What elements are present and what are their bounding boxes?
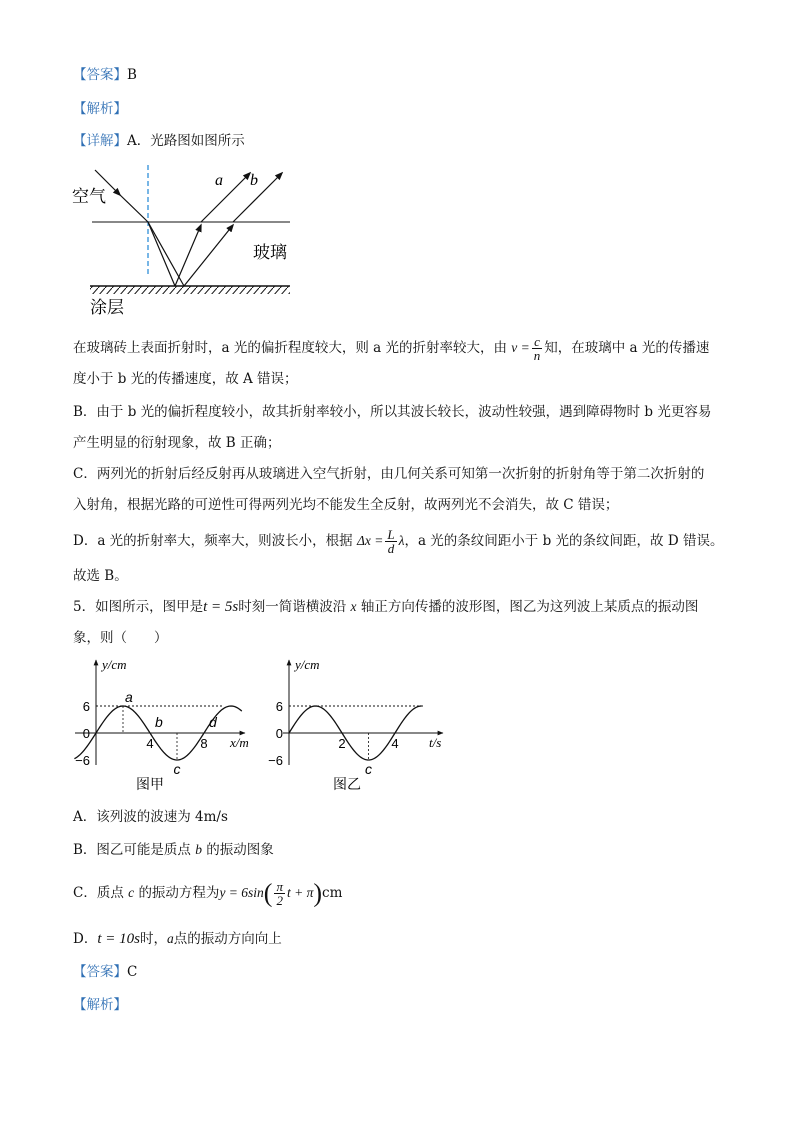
reflected-ray-a (175, 225, 201, 286)
yi-ytick-label: 6 (275, 699, 283, 714)
option-d-mid: 时， (139, 931, 167, 947)
para-a-line1 (73, 333, 709, 363)
para-c-line2: 入射角，根据光路的可逆性可得两列光均不能发生全反射，故两列光不会消失，故 C 错误； (73, 497, 619, 513)
jia-xlabel: x/m (230, 735, 249, 750)
option-d-var: a (166, 931, 174, 946)
formula-v-lhs: v = (511, 340, 530, 355)
detail-line (73, 132, 245, 150)
frac-num-l: L (387, 527, 395, 542)
option-c-paren-open: ( (263, 878, 273, 908)
yi-point-label-c: c (365, 761, 372, 777)
yi-ylabel: y/cm (295, 657, 320, 672)
formula-dx-lhs: Δx = (356, 533, 384, 548)
yi-xtick-label: 2 (338, 736, 346, 751)
jia-ylabel: y/cm (102, 657, 127, 672)
frac-den-n: n (533, 348, 541, 363)
answer-value-2: C (127, 964, 138, 980)
analysis-line-1 (73, 100, 127, 118)
para-c-line1: C．两列光的折射后经反射再从玻璃进入空气折射，由几何关系可知第一次折射的折射角等于第二次折射的 (73, 466, 705, 482)
option-b-post: 的振动图象 (206, 842, 274, 858)
q5-text-a: 5．如图所示，图甲是 (73, 599, 204, 615)
label-ray-a: a (215, 172, 223, 189)
frac-num-c: c (532, 335, 543, 349)
detail-label: 【详解】 (73, 133, 127, 149)
jia-ytick-label: −6 (75, 753, 90, 768)
para-b-line1: B．由于 b 光的偏折程度较小，故其折射率较小，所以其波长较长，波动性较强，遇到障碍物时 b 光更容易 (73, 404, 712, 420)
option-c (73, 876, 342, 910)
option-c-pre: C．质点 (73, 885, 124, 901)
para-d-line (73, 526, 723, 556)
q5-text-b: 时刻一简谐横波沿 (238, 599, 347, 615)
answer-value: B (127, 67, 137, 83)
option-b-var: b (195, 842, 202, 857)
option-d (73, 930, 282, 948)
yi-ytick-label: −6 (268, 753, 283, 768)
graph-yi (263, 655, 463, 795)
label-glass: 玻璃 (253, 243, 287, 262)
q5-line1 (73, 598, 698, 616)
formula-l-over-d (385, 528, 396, 555)
jia-ytick-label: 6 (82, 699, 90, 714)
jia-point-label-c: c (173, 761, 181, 777)
refracted-ray-a (148, 222, 175, 286)
jia-point-label-b: b (155, 714, 163, 730)
para-a-text2: 知，在玻璃中 a 光的传播速 (544, 340, 710, 356)
formula-lambda: λ (398, 533, 405, 548)
option-d-pre: D． (73, 931, 98, 947)
jia-xtick-label: 8 (200, 736, 208, 751)
conclusion-line: 故选 B。 (73, 568, 128, 584)
option-c-frac-den: 2 (276, 893, 283, 908)
jia-caption: 图甲 (136, 778, 164, 793)
option-c-paren-close: ) (313, 878, 323, 908)
option-c-frac (274, 880, 285, 907)
answer-line-2 (73, 963, 137, 981)
option-d-post: 点的振动方向向上 (173, 931, 282, 947)
option-b (73, 841, 274, 859)
para-d-text2: ，a 光的条纹间距小于 b 光的条纹间距，故 D 错误。 (404, 533, 724, 549)
jia-point-label-a: a (125, 689, 133, 705)
answer-label-2: 【答案】 (73, 964, 127, 980)
option-c-mid: 的振动方程为 (138, 885, 220, 901)
incident-ray-tail (118, 193, 148, 222)
answer-label: 【答案】 (73, 67, 127, 83)
para-a-text1: 在玻璃砖上表面折射时，a 光的偏折程度较大，则 a 光的折射率较大，由 (73, 340, 507, 356)
reflected-ray-b (184, 225, 233, 286)
option-c-unit: cm (322, 885, 343, 901)
frac-den-d: d (387, 541, 395, 556)
q5-time: t = 5s (203, 599, 239, 615)
detail-text: A．光路图如图所示 (127, 133, 245, 149)
formula-c-over-n (532, 335, 543, 362)
q5-line2: 象，则（ ） (73, 630, 168, 646)
analysis-label: 【解析】 (73, 101, 127, 117)
optics-diagram (70, 160, 310, 320)
yi-xtick-label: 4 (391, 736, 399, 751)
option-c-eq-lhs: y = 6sin (219, 885, 264, 900)
label-coating: 涂层 (90, 298, 124, 317)
label-air: 空气 (72, 187, 106, 206)
option-c-frac-num: π (276, 879, 283, 894)
option-b-pre: B．图乙可能是质点 (73, 842, 191, 858)
analysis-line-2 (73, 996, 127, 1014)
para-a-line2: 度小于 b 光的传播速度，故 A 错误； (73, 371, 298, 387)
yi-xlabel: t/s (429, 735, 442, 750)
emergent-ray-a (201, 173, 250, 222)
analysis-label-2: 【解析】 (73, 997, 127, 1013)
coating-hatch (90, 286, 290, 294)
q5-text-c: 轴正方向传播的波形图，图乙为这列波上某质点的振动图 (360, 599, 699, 615)
para-b-line2: 产生明显的衍射现象，故 B 正确； (73, 435, 281, 451)
option-d-time: t = 10s (97, 931, 140, 947)
jia-xtick-label: 4 (146, 736, 154, 751)
label-ray-b: b (250, 172, 258, 189)
option-a: A．该列波的波速为 4m/s (73, 809, 228, 825)
option-c-var: c (128, 885, 135, 900)
q5-x-var: x (350, 599, 357, 614)
jia-ytick-label: 0 (82, 726, 90, 741)
answer-line-1 (73, 66, 137, 84)
yi-ytick-label: 0 (275, 726, 283, 741)
option-c-eq-tail: t + π (286, 885, 314, 900)
para-d-text1: D．a 光的折射率大，频率大，则波长小，根据 (73, 533, 353, 549)
jia-point-label-d: d (209, 714, 217, 730)
graph-jia (70, 655, 270, 795)
yi-caption: 图乙 (333, 778, 361, 793)
